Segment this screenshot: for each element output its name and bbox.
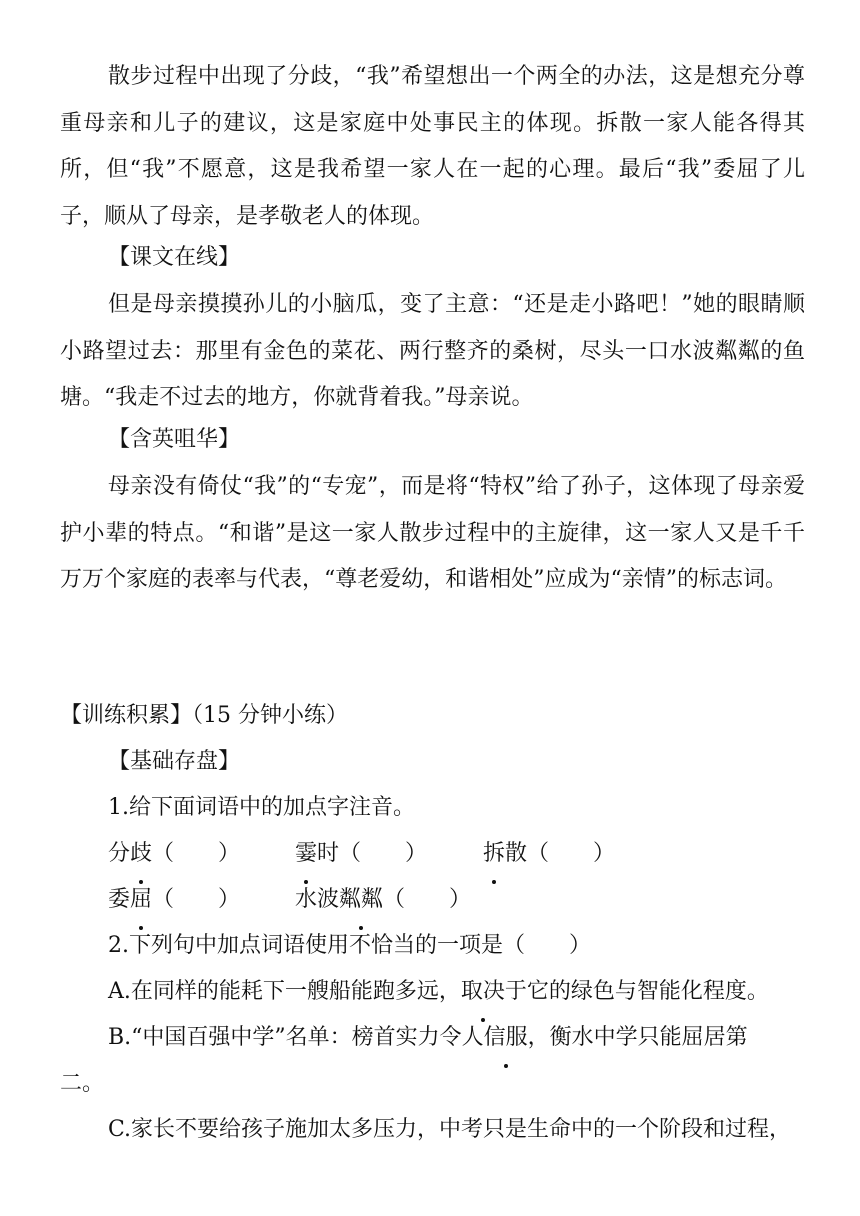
dotted-char: 粼粼 — [339, 877, 383, 923]
dotted-char: 歧 — [130, 831, 152, 877]
practice-title — [60, 693, 348, 739]
word-item: 委屈（ ） — [108, 877, 240, 923]
heading-appreciation: 【含英咀华】 — [108, 427, 241, 452]
dotted-char: 屈 — [130, 877, 152, 923]
text-excerpt-paragraph: 但是母亲摸摸孙儿的小脑瓜，变了主意：“还是走小路吧！”她的眼睛顺小路望过去：那里有金色的菜花、两行整齐的桑树，尽头一口水波粼粼的鱼塘。“我走不过去的地方，你就背着我。”母亲说。 — [60, 292, 805, 410]
option-c: C.家长不要给孩子施加太多压力，中考只是生命中的一个阶段和过程， — [108, 1117, 792, 1142]
answer-blank: （ ） — [383, 887, 472, 912]
word-item: 霎时（ ） — [295, 831, 427, 877]
analysis-paragraph: 散步过程中出现了分歧，“我”希望想出一个两全的办法，这是想充分尊重母亲和儿子的建议，这是家庭中处事民主的体现。拆散一家人能各得其所，但“我”不愿意，这是我希望一家人在一起的心理。最后“我”委屈了儿子，顺从了母亲，是孝敬老人的体现。 — [60, 64, 805, 229]
question-1: 1.给下面词语中的加点字注音。 — [108, 795, 415, 820]
option-a: A.在同样的能耗下一艘船能跑多远，取决于它的绿色与智能化程度。 — [108, 969, 769, 1015]
practice-title-main: 【训练积累】 — [60, 703, 193, 728]
option-b-continued: 二。 — [60, 1071, 105, 1096]
appreciation-paragraph: 母亲没有倚仗“我”的“专宠”，而是将“特权”给了孙子，这体现了母亲爱护小辈的特点。“和谐”是这一家人散步过程中的主旋律，这一家人又是千千万万个家庭的表率与代表，“尊老爱幼，和谐相处”应成为“亲情”的标志词。 — [60, 474, 805, 592]
answer-blank: （ ） — [152, 887, 241, 912]
answer-blank: （ ） — [527, 841, 616, 866]
option-b: B.“中国百强中学”名单：榜首实力令人信服，衡水中学只能屈居第 — [108, 1015, 748, 1061]
answer-blank: （ ） — [339, 841, 428, 866]
answer-blank: （ ） — [152, 841, 241, 866]
word-item: 水波粼粼（ ） — [295, 877, 471, 923]
dotted-word: 取决 — [461, 969, 505, 1015]
basics-heading: 【基础存盘】 — [108, 749, 241, 774]
question-2: 2.下列句中加点词语使用不恰当的一项是（ ） — [108, 933, 591, 958]
dotted-char: 拆 — [483, 831, 505, 877]
dotted-char: 霎 — [295, 831, 317, 877]
dotted-word: 信服 — [484, 1015, 528, 1061]
word-item: 拆散（ ） — [483, 831, 615, 877]
practice-title-sub: （15 分钟小练） — [192, 703, 349, 728]
word-item: 分歧（ ） — [108, 831, 240, 877]
heading-text-online: 【课文在线】 — [108, 245, 241, 270]
